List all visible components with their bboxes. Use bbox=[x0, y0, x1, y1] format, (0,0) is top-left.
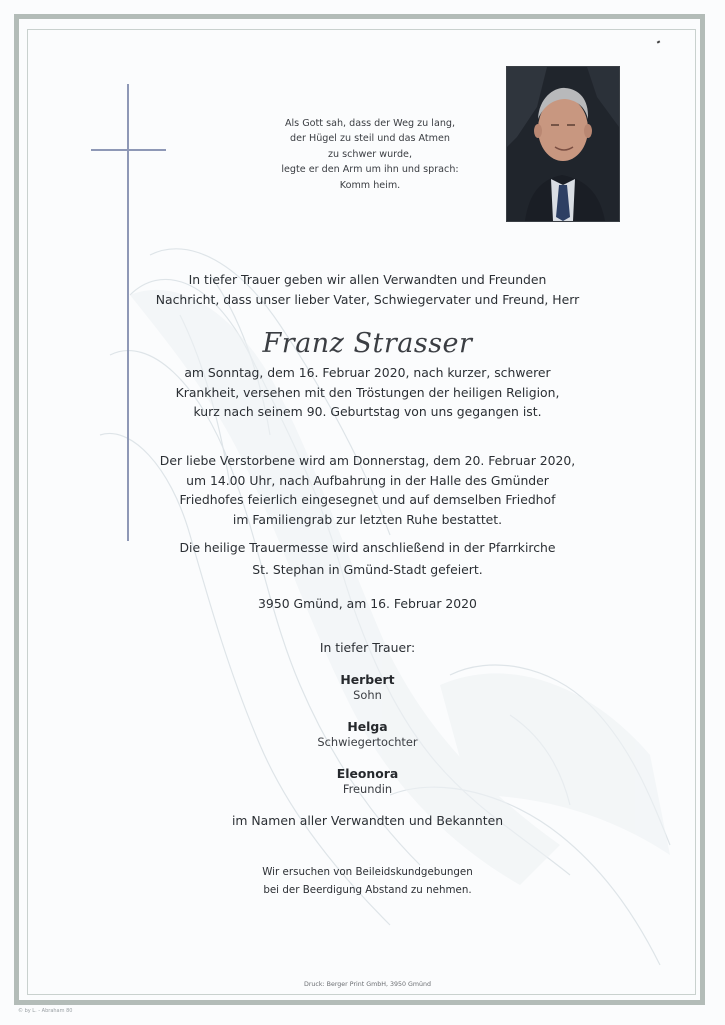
memorial-poem bbox=[240, 116, 500, 193]
mourner-relation: Schwiegertochter bbox=[317, 735, 418, 749]
footer-code: © by L. - Abraham 80 bbox=[18, 1008, 73, 1014]
death-line: am Sonntag, dem 16. Februar 2020, nach kurzer, schwerer bbox=[184, 365, 551, 380]
intro-text bbox=[100, 270, 635, 309]
funeral-line: Friedhofes feierlich eingesegnet und auf demselben Friedhof bbox=[179, 492, 556, 507]
mass-notice bbox=[100, 537, 635, 581]
all-relatives-line: im Namen aller Verwandten und Bekannten bbox=[231, 813, 504, 828]
death-notice bbox=[100, 363, 635, 422]
deceased-name: Franz Strasser bbox=[262, 328, 473, 359]
mourner-name: Helga bbox=[347, 719, 388, 734]
intro-line: In tiefer Trauer geben wir allen Verwandten und Freunden bbox=[188, 272, 547, 287]
death-line: kurz nach seinem 90. Geburtstag von uns gegangen ist. bbox=[193, 404, 542, 419]
mourner-name: Herbert bbox=[340, 672, 395, 687]
intro-line: Nachricht, dass unser lieber Vater, Schwiegervater und Freund, Herr bbox=[155, 291, 580, 307]
funeral-notice bbox=[100, 451, 635, 529]
mourner-relation: Sohn bbox=[353, 688, 382, 702]
place-date: 3950 Gmünd, am 16. Februar 2020 bbox=[258, 596, 477, 611]
printer-credit: Druck: Berger Print GmbH, 3950 Gmünd bbox=[303, 981, 432, 988]
mass-line: Die heilige Trauermesse wird anschließend in der Pfarrkirche bbox=[179, 540, 556, 555]
poem-line: zu schwer wurde, bbox=[327, 148, 412, 160]
funeral-line: im Familiengrab zur letzten Ruhe bestattet. bbox=[232, 511, 503, 527]
death-line: Krankheit, versehen mit den Tröstungen der heiligen Religion, bbox=[175, 384, 560, 400]
request-line: bei der Beerdigung Abstand zu nehmen. bbox=[263, 884, 472, 896]
mourner-name: Eleonora bbox=[336, 766, 399, 781]
mourner-entry bbox=[100, 671, 635, 703]
poem-line: der Hügel zu steil und das Atmen bbox=[290, 133, 450, 145]
mourner-entry bbox=[100, 718, 635, 750]
poem-line: Als Gott sah, dass der Weg zu lang, bbox=[284, 118, 456, 129]
mourner-relation: Freundin bbox=[342, 782, 393, 796]
funeral-line: um 14.00 Uhr, nach Aufbahrung in der Halle des Gmünder bbox=[186, 472, 549, 488]
portrait-photo bbox=[506, 66, 620, 222]
mass-line: St. Stephan in Gmünd-Stadt gefeiert. bbox=[252, 562, 483, 577]
poem-line: legte er den Arm um ihn und sprach: bbox=[281, 164, 459, 176]
cross-horizontal-bar bbox=[91, 149, 166, 151]
condolence-request bbox=[150, 863, 585, 899]
request-line: Wir ersuchen von Beileidskundgebungen bbox=[262, 866, 473, 878]
poem-line: Komm heim. bbox=[339, 179, 401, 191]
funeral-line: Der liebe Verstorbene wird am Donnerstag, dem 20. Februar 2020, bbox=[159, 453, 576, 468]
mourner-entry bbox=[100, 765, 635, 797]
mourning-line: In tiefer Trauer: bbox=[319, 640, 416, 655]
